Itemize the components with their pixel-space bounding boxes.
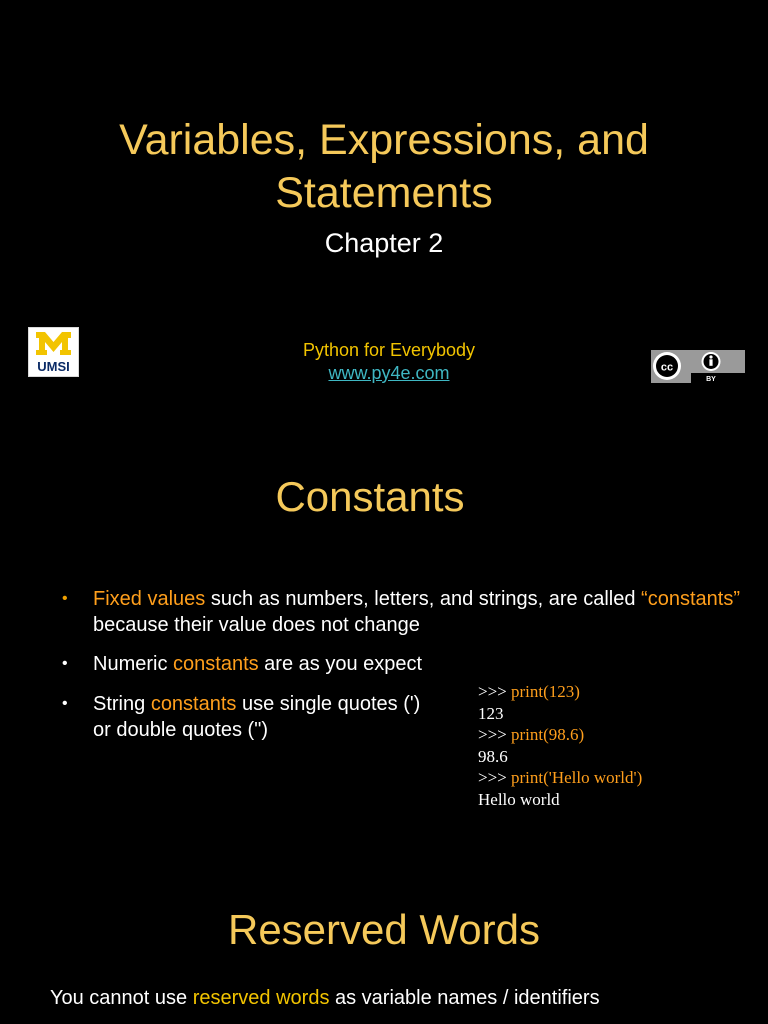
code-prompt: >>> xyxy=(478,682,512,701)
highlight-text: constants xyxy=(150,693,237,715)
code-line xyxy=(478,724,642,746)
bullet-text: such as numbers, letters, and strings, are called xyxy=(205,588,642,610)
constants-title: Constants xyxy=(275,473,465,520)
chapter-subtitle: Chapter 2 xyxy=(324,228,444,258)
bullet-text: use single quotes (') xyxy=(236,693,421,715)
highlight-text: “constants” xyxy=(641,588,740,610)
reserved-words-title: Reserved Words xyxy=(227,906,540,953)
highlight-text: reserved words xyxy=(192,987,330,1009)
slide-title-line2: Statements xyxy=(275,169,493,217)
code-prompt: >>> xyxy=(478,725,512,744)
book-title: Python for Everybody xyxy=(302,340,476,360)
by-text: BY xyxy=(706,376,716,383)
reserved-words-text xyxy=(50,985,600,1011)
highlight-text: Fixed values xyxy=(93,588,206,610)
bullet-dot: • xyxy=(62,590,68,607)
highlight-text: constants xyxy=(173,653,259,675)
cc-text: cc xyxy=(660,361,674,374)
bullet-text: because their value does not change xyxy=(93,614,420,636)
code-call: print(123) xyxy=(511,682,580,701)
slide-title-line1: Variables, Expressions, and xyxy=(119,116,649,164)
bullet-numeric-constants xyxy=(62,651,742,677)
body-text: You cannot use xyxy=(50,987,193,1009)
bullet-text: Numeric xyxy=(93,653,174,675)
bullet-dot: • xyxy=(62,655,68,672)
book-url-link[interactable]: www.py4e.com xyxy=(328,363,450,383)
bullet-dot: • xyxy=(62,695,68,712)
slide-title xyxy=(0,114,768,220)
umsi-logo-text: UMSI xyxy=(37,359,70,374)
code-output: 123 xyxy=(478,703,504,723)
bullet-text: or double quotes (") xyxy=(93,719,268,741)
cc-by-license-badge xyxy=(651,350,745,383)
python-code-example xyxy=(478,681,642,810)
code-prompt: >>> xyxy=(478,768,512,787)
code-line xyxy=(478,767,642,789)
bullet-text: are as you expect xyxy=(258,653,423,675)
bullet-text: String xyxy=(93,693,151,715)
body-text: as variable names / identifiers xyxy=(329,987,600,1009)
code-line xyxy=(478,681,642,703)
code-call: print('Hello world') xyxy=(511,768,643,787)
bullet-fixed-values xyxy=(62,586,742,638)
code-output: 98.6 xyxy=(478,746,508,766)
code-call: print(98.6) xyxy=(511,725,585,744)
code-output: Hello world xyxy=(478,789,560,809)
